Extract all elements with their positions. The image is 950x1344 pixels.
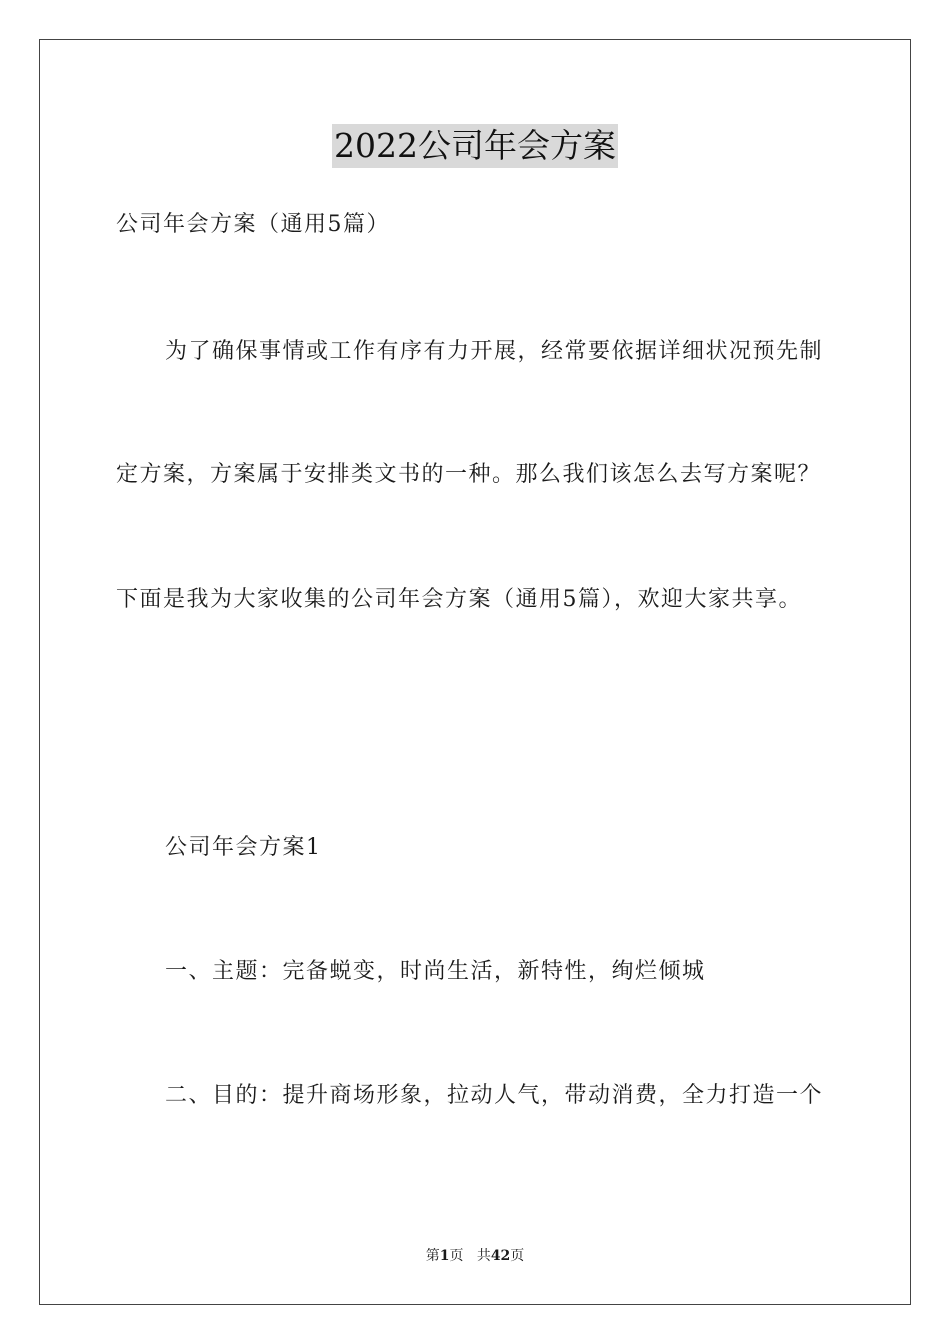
footer-current-page: 1 [439,1248,450,1264]
footer-prefix: 第 [425,1248,440,1264]
footer-total-pages: 42 [490,1248,511,1264]
footer-page-suffix: 页 [449,1248,464,1264]
footer-total-suffix: 页 [510,1248,525,1264]
page-footer [0,1247,950,1265]
document-title: 2022公司年会方案 [332,124,618,168]
document-subtitle: 公司年会方案（通用5篇） [116,212,390,237]
intro-paragraph-line-1: 为了确保事情或工作有序有力开展，经常要依据详细状况预先制 [165,339,824,364]
list-item-purpose: 二、目的：提升商场形象，拉动人气，带动消费，全力打造一个 [165,1083,824,1108]
footer-total-prefix: 共 [476,1248,491,1264]
section-heading: 公司年会方案1 [165,835,322,860]
list-item-theme: 一、主题：完备蜕变，时尚生活，新特性，绚烂倾城 [165,959,706,984]
intro-paragraph-line-3: 下面是我为大家收集的公司年会方案（通用5篇），欢迎大家共享。 [116,587,802,612]
intro-paragraph-line-2: 定方案，方案属于安排类文书的一种。那么我们该怎么去写方案呢？ [116,462,822,487]
title-container [0,124,950,168]
